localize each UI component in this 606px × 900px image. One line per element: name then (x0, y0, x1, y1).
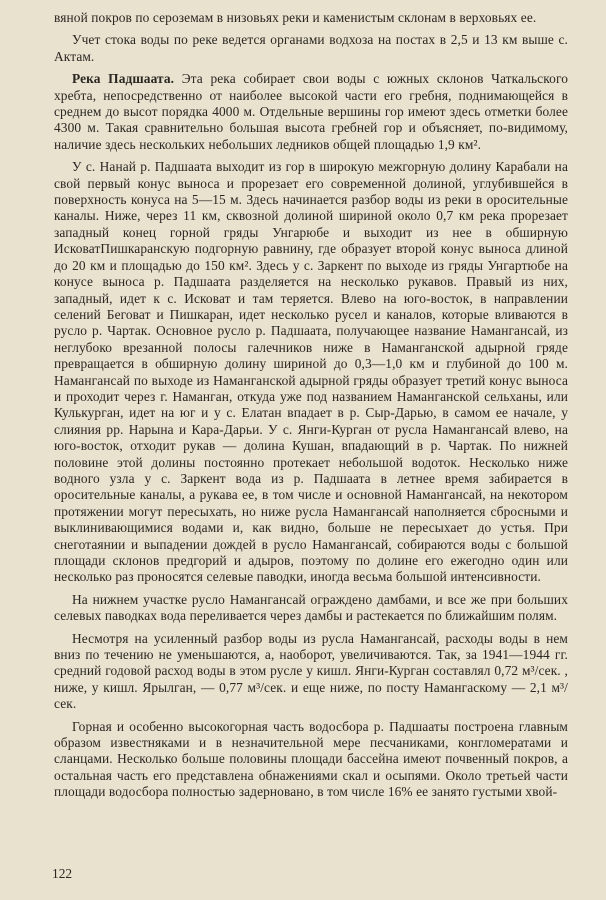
paragraph-stock-measurement (54, 32, 568, 65)
paragraph-text: У с. Нанай р. Падшаата выходит из гор в широкую межгорную долину Карабали на свой первый конус выноса и прорезает его современной долиной, углубившейся в поверхность конуса на 5—15 м. Здесь начинается разбор воды из реки в оросительные каналы. Ниже, через 11 км, сквозной долиной шириной около 0,7 км река прорезает западный конец горной гряды Унгарюбе и выходит из нее в обширную ИсковатПишкаранскую подгорную равнину, где образует второй конус выноса длиной до 20 км и площадью до 150 км². Здесь у с. Заркент по выходе из гряды Унгартюбе на конусе выноса р. Падшаата разделяется на несколько рукавов. Правый из них, западный, идет к с. Исковат и там теряется. Влево на юго-восток, в направлении селений Беговат и Пишкаран, идет несколько русел и каналов, которые вливаются в русло р. Чартак. Основное русло р. Падшаата, получающее название Намангансай, из неглубоко врезанной полосы галечников ниже в Наманганской адырной гряде превращается в обширную долину шириной до 0,3—1,0 км и глубиной до 100 м. Намангансай по выходе из Наманганской адырной гряды образует третий конус выноса и проходит через г. Наманган, откуда уже под названием Наманганской сельханы, или Кулькурган, идет на юг и у с. Елатан впадает в р. Сыр-Дарью, в самом ее начале, у слияния рр. Нарына и Кара-Дарьи. У с. Янги-Курган от русла Намангансай влево, на юго-восток, отходит рукав — долина Кушан, впадающий в р. Чартак. По нижней половине этой долины постоянно протекает небольшой водоток. Несколько ниже водного узла у с. Заркент вода из р. Падшаата в летнее время забирается в оросительные каналы, а рукава ее, в том числе и основной Намангансай, на некотором протяжении могут пересыхать, но ниже русла Намангансай наполняется сбросными и выклинивающимися водами и, как видно, больше не пересыхает до устья. При снеготаянии и выпадении дождей в русло Намангансай, собираются воды с большой площади склонов предгорий и адыров, поэтому по долине его ежегодно один или несколько раз проносятся селевые паводки, иногда весьма большой интенсивности. (54, 159, 568, 585)
section-heading: Река Падшаата. (72, 71, 175, 87)
paragraph-text: Эта река собирает свои воды с южных склонов Чаткальского хребта, непосредственно от наиболее высокой части его гребня, поднимающейся в среднем до высот порядка 4000 м. Отдельные вершины гор имеют здесь отметки более 4300 м. Такая сравнительно большая высота гребней гор и объясняет, по-видимому, наличие здесь нескольких небольших ледников общей площадью 1,9 км². (54, 71, 569, 152)
paragraph-text: На нижнем участке русло Намангансай ограждено дамбами, и все же при больших селевых паводках вода переливается через дамбы и растекается по ближайшим полям. (54, 591, 568, 624)
paragraph-padshaata-intro (54, 71, 568, 153)
page-number: 122 (52, 866, 73, 881)
paragraph-geology (54, 719, 568, 801)
paragraph-text: вяной покров по сероземам в низовьях реки и каменистым склонам в верховьях ее. (54, 10, 537, 25)
paragraph-text: Несмотря на усиленный разбор воды из русла Намангансай, расходы воды в нем вниз по течению не уменьшаются, а, наоборот, увеличиваются. Так, за 1941—1944 гг. средний годовой расход воды в этом русле у кишл. Янги-Курган составлял 0,72 м³/сек. , ниже, у кишл. Ярылган, — 0,77 м³/сек. и еще ниже, по посту Намангаскому — 2,1 м³/сек. (54, 630, 568, 712)
paragraph-river-course (54, 159, 568, 586)
paragraph-text: Учет стока воды по реке ведется органами водхоза на постах в 2,5 и 13 км выше с. Актам. (54, 32, 568, 64)
paragraph-dams (54, 592, 568, 625)
paragraph-text: Горная и особенно высокогорная часть водосбора р. Падшааты построена главным образом известняками и в незначительной мере песчаниками, конгломератами и сланцами. Несколько больше половины площади бассейна имеют почвенный покров, а остальная часть его представлена обнажениями скал и осыпями. Около третьей части площади водосбора полностью задерновано, в том числе 16% ее занято густыми хвой- (54, 718, 568, 800)
paragraph-continued (54, 10, 568, 26)
page-text (54, 10, 568, 801)
paragraph-discharge (54, 631, 568, 713)
